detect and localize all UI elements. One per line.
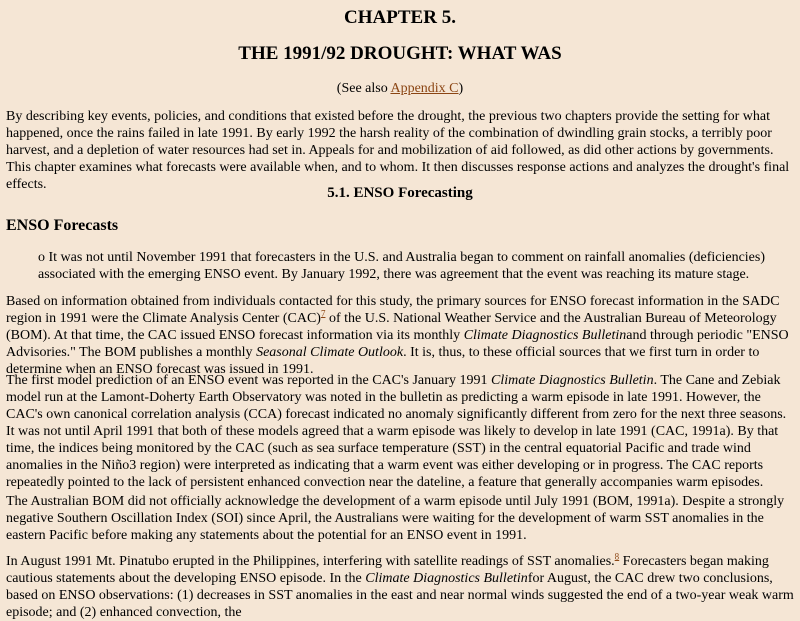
intro-paragraph: By describing key events, policies, and conditions that existed before the drought, the previous two chapters provide the setting for what happened, once the rains failed in late 1991. By early 1992 the harsh reality of the combination of dwindling grain stocks, a terribly poor harvest, and a depletion of water resources had set in. Appeals for and mobilization of aid followed, as did other actions by governments. This chapter examines what forecasts were available when, and to whom. It then discusses response actions and analyzes the drought's final effects. <box>6 109 790 192</box>
footnote-7-link[interactable]: 7 <box>320 308 326 319</box>
sources-text-2: of the U.S. National Weather Service and the Australian Bureau of Meteorology (BOM). At that time, the CAC issued ENSO forecast information via its monthly <box>6 311 777 343</box>
model-text-1: The first model prediction of an ENSO event was reported in the CAC's January 1991 <box>6 373 492 388</box>
pinatubo-text-3: for August, the CAC drew two conclusions, based on ENSO observations: (1) decreases in SST anomalies in the east and near normal winds suggested the end of a two-year weak warm episode; and (2) enhanced convection, the <box>6 571 794 620</box>
subsection-heading: ENSO Forecasts <box>6 217 119 234</box>
sources-italic-2: Seasonal Climate Outlook <box>256 345 404 360</box>
sources-italic-1: Climate Diagnostics Bulletin <box>463 328 627 343</box>
see-also-prefix: (See also <box>336 81 391 96</box>
pinatubo-paragraph <box>6 553 794 621</box>
appendix-c-link[interactable]: Appendix C <box>390 81 459 96</box>
chapter-subtitle: THE 1991/92 DROUGHT: WHAT WAS <box>238 43 562 64</box>
sources-paragraph <box>6 293 794 378</box>
chapter-title: CHAPTER 5. <box>344 7 456 28</box>
see-also-suffix: ) <box>458 81 464 96</box>
sources-text-1: Based on information obtained from individuals contacted for this study, the primary sources for ENSO forecast information in the SADC region in 1991 were the Climate Analysis Center (CAC) <box>6 294 780 326</box>
model-italic-1: Climate Diagnostics Bulletin <box>491 373 654 388</box>
pinatubo-italic-1: Climate Diagnostics Bulletin <box>365 571 528 586</box>
model-prediction-paragraph <box>6 372 794 491</box>
pinatubo-text-1: In August 1991 Mt. Pinatubo erupted in the Philippines, interfering with satellite readings of SST anomalies. <box>6 554 615 569</box>
sources-text-3: and through periodic "ENSO Advisories." The BOM publishes a monthly <box>6 328 789 360</box>
pinatubo-text-2: Forecasters began making cautious statements about the developing ENSO episode. In the <box>6 554 769 586</box>
model-text-2: . The Cane and Zebiak model run at the Lamont-Doherty Earth Observatory was noted in the bulletin as predicting a warm episode in late 1991. However, the CAC's own canonical correlation analysis (CCA) forecast indicated no anomaly significantly different from zero for the next three seasons. It was not until April 1991 that both of these models agreed that a warm episode was likely to develop in late 1991 (CAC, 1991a). By that time, the indices being monitored by the CAC (such as sea surface temperature (SST) in the central equatorial Pacific and trade wind anomalies in the Niño3 region) were interpreted as indicating that a warm event was either developing or in progress. The CAC reports repeatedly pointed to the lack of persistent enhanced convection near the dateline, a feature that generally accompanies warm episodes. <box>6 373 787 490</box>
bullet-paragraph: o It was not until November 1991 that forecasters in the U.S. and Australia began to comment on rainfall anomalies (deficiencies) associated with the emerging ENSO event. By January 1992, there was agreement that the event was reaching its mature stage. <box>38 250 766 282</box>
footnote-8-link[interactable]: 8 <box>614 551 620 562</box>
section-heading: 5.1. ENSO Forecasting <box>327 185 473 201</box>
bom-paragraph: The Australian BOM did not officially acknowledge the development of a warm episode until July 1991 (BOM, 1991a). Despite a strongly negative Southern Oscillation Index (SOI) since April, the Australians were waiting for the development of warm SST anomalies in the eastern Pacific before making any statements about the potential for an ENSO event in 1991. <box>6 494 785 543</box>
sources-text-4: . It is, thus, to these official sources that we first turn in order to determine when an ENSO forecast was issued in 1991. <box>6 345 760 377</box>
see-also-line <box>0 80 800 97</box>
